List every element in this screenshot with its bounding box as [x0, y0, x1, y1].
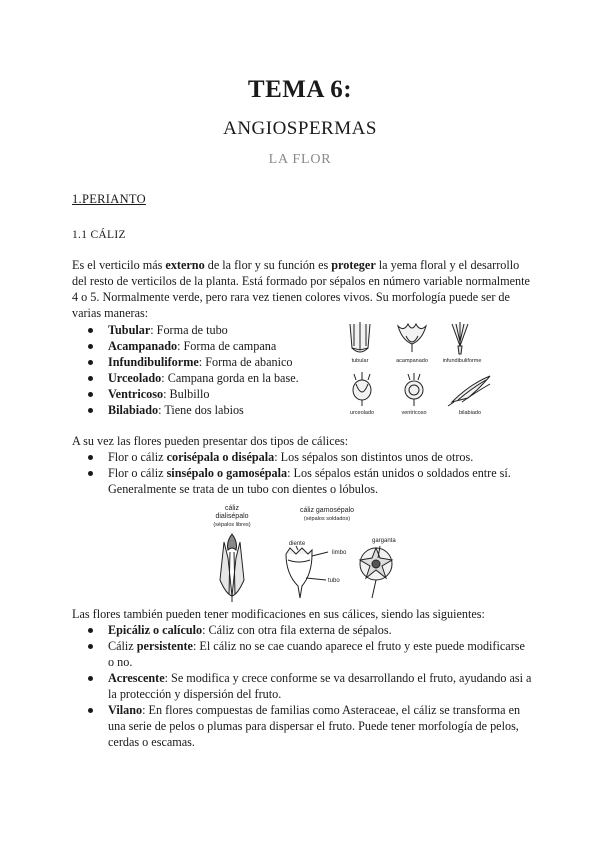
page-title: TEMA 6: — [247, 76, 353, 103]
list-item-desc: : Campana gorda en la base. — [161, 371, 299, 385]
list-item — [72, 354, 342, 370]
list-item-term: sinsépalo o gamosépala — [166, 466, 288, 480]
calyx-types-intro: A su vez las flores pueden presentar dos tipos de cálices: — [72, 434, 349, 448]
list-item-term: Ventricoso — [108, 387, 164, 401]
list-item-term: Epicáliz o calículo — [108, 623, 203, 637]
label-garganta: garganta — [372, 538, 396, 544]
list-item-pre: Cáliz — [108, 639, 137, 653]
label-bilabiado: bilabiado — [458, 410, 482, 416]
label-tubo: tubo — [328, 578, 340, 584]
list-item-pre: Flor o cáliz — [108, 466, 167, 480]
modifications-list — [72, 622, 532, 750]
list-item-term: Bilabiado — [108, 403, 159, 417]
list-item — [72, 638, 532, 670]
label-infundibuliforme: infundibuliforme — [442, 358, 482, 364]
list-item-desc: : Cáliz con otra fila externa de sépalos. — [202, 623, 392, 637]
list-item — [72, 670, 532, 702]
list-item — [72, 338, 342, 354]
label-caliz-gamosepalo: cáliz gamosépalo — [299, 507, 355, 514]
list-item-term: Acrescente — [108, 671, 165, 685]
bilabiate-calyx-drawing — [448, 376, 490, 406]
list-item-desc: : Los sépalos son distintos unos de otros. — [274, 450, 474, 464]
label-caliz: cáliz — [224, 505, 240, 512]
label-sepalos-libres: (sépalos libres) — [213, 522, 251, 528]
list-item-term: corisépala o disépala — [166, 450, 275, 464]
list-item-term: Vilano — [108, 703, 143, 717]
list-item-desc: : Se modifica y crece conforme se va desarrollando el fruto, ayudando asi a la protección y dispersión del fruto. — [108, 671, 532, 701]
list-item-desc: : El cáliz no se cae cuando aparece el fruto y este puede modificarse o no. — [108, 639, 525, 669]
throat-flower-drawing — [360, 546, 392, 598]
list-item-desc: : En flores compuestas de familias como Asteraceae, el cáliz se transforma en una serie de pelos o plumas para dispersar el fruto. Puede tener morfología de pelos, cerdas o escamas. — [108, 703, 521, 749]
urceolate-calyx-drawing — [353, 372, 371, 406]
gamosepalous-calyx-drawing — [286, 546, 328, 598]
list-item-desc: : Forma de abanico — [198, 355, 293, 369]
morphology-list — [72, 322, 342, 418]
calyx-morphology-figure — [340, 318, 540, 418]
subsection-heading: 1.1 CÁLIZ — [72, 229, 126, 241]
label-diente: diente — [288, 541, 306, 547]
list-item — [72, 622, 532, 638]
intro-paragraph — [72, 257, 532, 321]
list-item-desc: : Forma de campana — [177, 339, 277, 353]
ventricose-calyx-drawing — [405, 373, 423, 406]
label-tubular: tubular — [351, 358, 369, 364]
list-item-desc: : Tiene dos labios — [158, 403, 244, 417]
page-subtitle: ANGIOSPERMAS — [223, 118, 377, 139]
label-limbo: limbo — [332, 550, 347, 556]
label-urceolado: urceolado — [349, 410, 375, 416]
list-item — [72, 449, 532, 465]
infundibuliform-calyx-drawing — [452, 322, 468, 354]
list-item — [72, 402, 342, 418]
list-item-desc: : Forma de tubo — [150, 323, 228, 337]
intro-bold-2: proteger — [331, 258, 376, 272]
label-dialisepalo: dialisépalo — [215, 513, 249, 520]
intro-text-3: la yema floral y el desarrollo del resto de verticilos de la planta. Está formado por sépalos en número variable normalmente 4 o 5. Normalmente verde, pero rara vez tienen colores vivos. Su morfología puede ser de varias maneras: — [72, 258, 530, 320]
list-item-desc: : Bulbillo — [163, 387, 210, 401]
list-item — [72, 465, 532, 497]
list-item — [72, 322, 342, 338]
label-sepalos-soldados: (sépalos soldados) — [303, 516, 351, 522]
dialisepalous-calyx-drawing — [220, 534, 244, 602]
tubular-calyx-drawing — [350, 322, 370, 352]
list-item-term: Acampanado — [108, 339, 178, 353]
list-item-term: Infundibuliforme — [108, 355, 199, 369]
campanulate-calyx-drawing — [398, 324, 426, 352]
intro-text-2: de la flor y su función es — [204, 258, 332, 272]
list-item-desc: : Los sépalos están unidos o soldados entre sí. Generalmente se trata de un tubo con dientes o lóbulos. — [108, 466, 511, 496]
list-item-term: Urceolado — [108, 371, 162, 385]
section-heading: 1.PERIANTO — [72, 192, 146, 206]
intro-text-1: Es el verticilo más — [72, 258, 166, 272]
list-item-pre: Flor o cáliz — [108, 450, 167, 464]
calyx-union-figure — [202, 502, 407, 602]
intro-bold-1: externo — [165, 258, 205, 272]
list-item-term: persistente — [136, 639, 193, 653]
list-item — [72, 386, 342, 402]
label-acampanado: acampanado — [396, 358, 428, 364]
list-item — [72, 370, 342, 386]
modifications-intro: Las flores también pueden tener modificaciones en sus cálices, siendo las siguientes: — [72, 607, 485, 621]
list-item-term: Tubular — [108, 323, 151, 337]
calyx-types-list — [72, 449, 532, 497]
label-ventricoso: ventricoso — [401, 410, 427, 416]
list-item — [72, 702, 532, 750]
page-subsubtitle: LA FLOR — [268, 152, 332, 167]
